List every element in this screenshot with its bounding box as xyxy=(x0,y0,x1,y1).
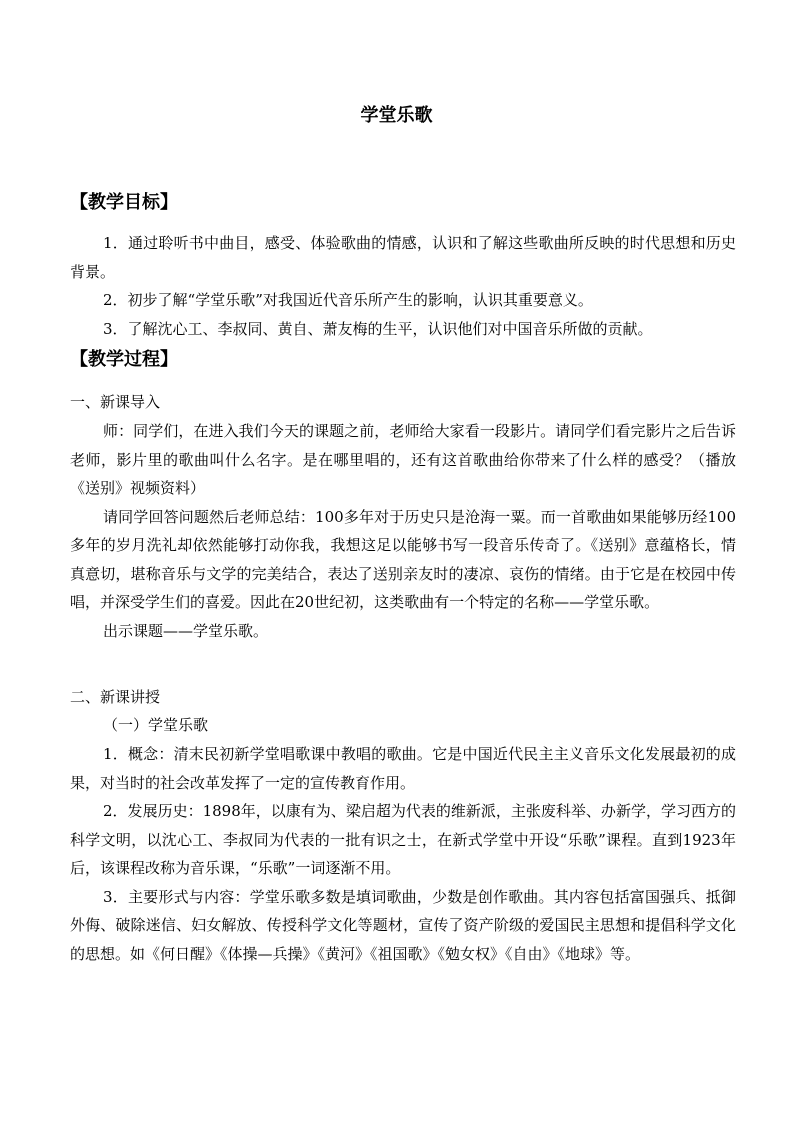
objective-item: 2．初步了解“学堂乐歌”对我国近代音乐所产生的影响，认识其重要意义。 xyxy=(103,291,593,309)
paragraph: 2．发展历史：1898年，以康有为、梁启超为代表的维新派，主张废科举、办新学，学习西方的科学文明，以沈心工、李叔同为代表的一批有识之士，在新式学堂中开设“乐歌”课程。直到1923年后，该课程改称为音乐课，“乐歌”一词逐渐不用。 xyxy=(70,802,736,877)
paragraph: 1．概念：清末民初新学堂唱歌课中教唱的歌曲。它是中国近代民主主义音乐文化发展最初的成果，对当时的社会改革发挥了一定的宣传教育作用。 xyxy=(70,745,736,792)
document-title: 学堂乐歌 xyxy=(360,105,433,126)
objective-item: 3．了解沈心工、李叔同、黄自、萧友梅的生平，认识他们对中国音乐所做的贡献。 xyxy=(103,319,653,338)
paragraph: 出示课题——学堂乐歌。 xyxy=(103,621,269,640)
objectives-heading: 【教学目标】 xyxy=(70,192,178,213)
paragraph: 3．主要形式与内容：学堂乐歌多数是填词歌曲，少数是创作歌曲。其内容包括富国强兵、抵御外侮、破除迷信、妇女解放、传授科学文化等题材，宣传了资产阶级的爱国民主思想和提倡科学文化的思想。如《何日醒》《体操—兵操》《黄河》《祖国歌》《勉女权》《自由》《地球》等。 xyxy=(70,887,736,963)
objective-item: 1．通过聆听书中曲目，感受、体验歌曲的情感，认识和了解这些歌曲所反映的时代思想和历史背景。 xyxy=(70,234,736,281)
section2-subtitle: （一）学堂乐歌 xyxy=(103,716,209,734)
paragraph: 师：同学们，在进入我们今天的课题之前，老师给大家看一段影片。请同学们看完影片之后告诉老师，影片里的歌曲叫什么名字。是在哪里唱的，还有这首歌曲给你带来了什么样的感受？（播放《送别》视频资料） xyxy=(70,422,736,497)
section2-title: 二、新课讲授 xyxy=(70,688,161,706)
paragraph: 请同学回答问题然后老师总结：100多年对于历史只是沧海一粟。而一首歌曲如果能够历经100多年的岁月洗礼却依然能够打动你我，我想这足以能够书写一段音乐传奇了。《送别》意蕴格长，情真意切，堪称音乐与文学的完美结合，表达了送别亲友时的凄凉、哀伤的情绪。由于它是在校园中传唱，并深受学生们的喜爱。因此在20世纪初，这类歌曲有一个特定的名称——学堂乐歌。 xyxy=(70,507,736,611)
section1-title: 一、新课导入 xyxy=(70,393,161,411)
process-heading: 【教学过程】 xyxy=(70,349,178,370)
objectives-list xyxy=(70,229,736,343)
section2-body xyxy=(70,740,736,968)
section1-body xyxy=(70,417,736,645)
